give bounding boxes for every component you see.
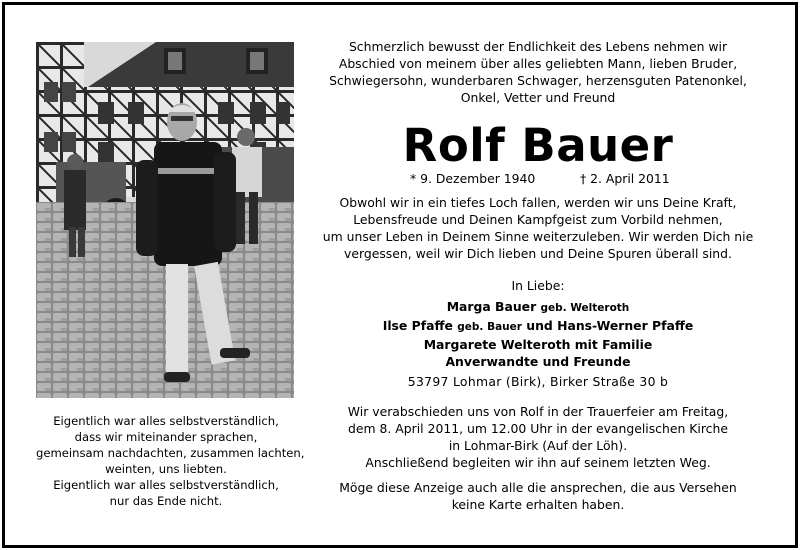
mourner-name: und Hans-Werner Pfaffe: [526, 318, 694, 333]
message-line: Obwohl wir in ein tiefes Loch fallen, werden wir uns Deine Kraft,: [339, 195, 737, 210]
maiden-name: geb. Welteroth: [540, 302, 630, 314]
poem-line: weinten, uns liebten.: [105, 462, 227, 476]
maiden-name: geb. Bauer: [457, 321, 522, 333]
closing-line: Möge diese Anzeige auch alle die ansprechen, die aus Versehen: [339, 480, 737, 495]
deceased-name: Rolf Bauer: [402, 119, 674, 172]
portrait-photo: [36, 42, 294, 398]
closing-note: [318, 479, 758, 513]
message-text: [318, 194, 758, 262]
mourner-line: [318, 317, 758, 336]
closing-line: keine Karte erhalten haben.: [451, 497, 625, 512]
mourner-line: [318, 298, 758, 317]
mourners-list: [318, 298, 758, 370]
intro-line: Schwiegersohn, wunderbaren Schwager, herzensguten Patenonkel,: [329, 73, 747, 88]
message-line: um unser Leben in Deinem Sinne weiterzuleben. Wir werden Dich nie: [322, 229, 754, 244]
death-date: † 2. April 2011: [580, 171, 670, 186]
poem-line: dass wir miteinander sprachen,: [74, 430, 258, 444]
mourner-name: Marga Bauer: [446, 299, 537, 314]
intro-line: Schmerzlich bewusst der Endlichkeit des Lebens nehmen wir: [348, 39, 728, 54]
poem-line: gemeinsam nachdachten, zusammen lachten,: [36, 446, 305, 460]
intro-line: Onkel, Vetter und Freund: [460, 90, 616, 105]
poem: [36, 413, 305, 509]
poem-line: nur das Ende nicht.: [109, 494, 223, 508]
message-line: vergessen, weil wir Dich lieben und Deine Spuren überall sind.: [344, 246, 732, 261]
intro-text: [318, 38, 758, 106]
mourner-line: Anverwandte und Freunde: [445, 354, 631, 369]
service-line: Anschließend begleiten wir ihn auf seinem letzten Weg.: [365, 455, 711, 470]
service-line: Wir verabschieden uns von Rolf in der Trauerfeier am Freitag,: [347, 404, 729, 419]
poem-line: Eigentlich war alles selbstverständlich,: [53, 414, 279, 428]
address: 53797 Lohmar (Birk), Birker Straße 30 b: [407, 374, 669, 389]
mourner-line: Margarete Welteroth mit Familie: [423, 337, 653, 352]
poem-line: Eigentlich war alles selbstverständlich,: [53, 478, 279, 492]
birth-date: * 9. Dezember 1940: [410, 171, 536, 186]
service-info: [318, 403, 758, 471]
service-line: in Lohmar-Birk (Auf der Löh).: [448, 438, 628, 453]
intro-line: Abschied von meinem über alles geliebten Mann, lieben Bruder,: [338, 56, 738, 71]
mourner-name: Ilse Pfaffe: [382, 318, 453, 333]
in-liebe-label: In Liebe:: [511, 278, 565, 293]
message-line: Lebensfreude und Deinen Kampfgeist zum Vorbild nehmen,: [353, 212, 723, 227]
service-line: dem 8. April 2011, um 12.00 Uhr in der evangelischen Kirche: [348, 421, 728, 436]
